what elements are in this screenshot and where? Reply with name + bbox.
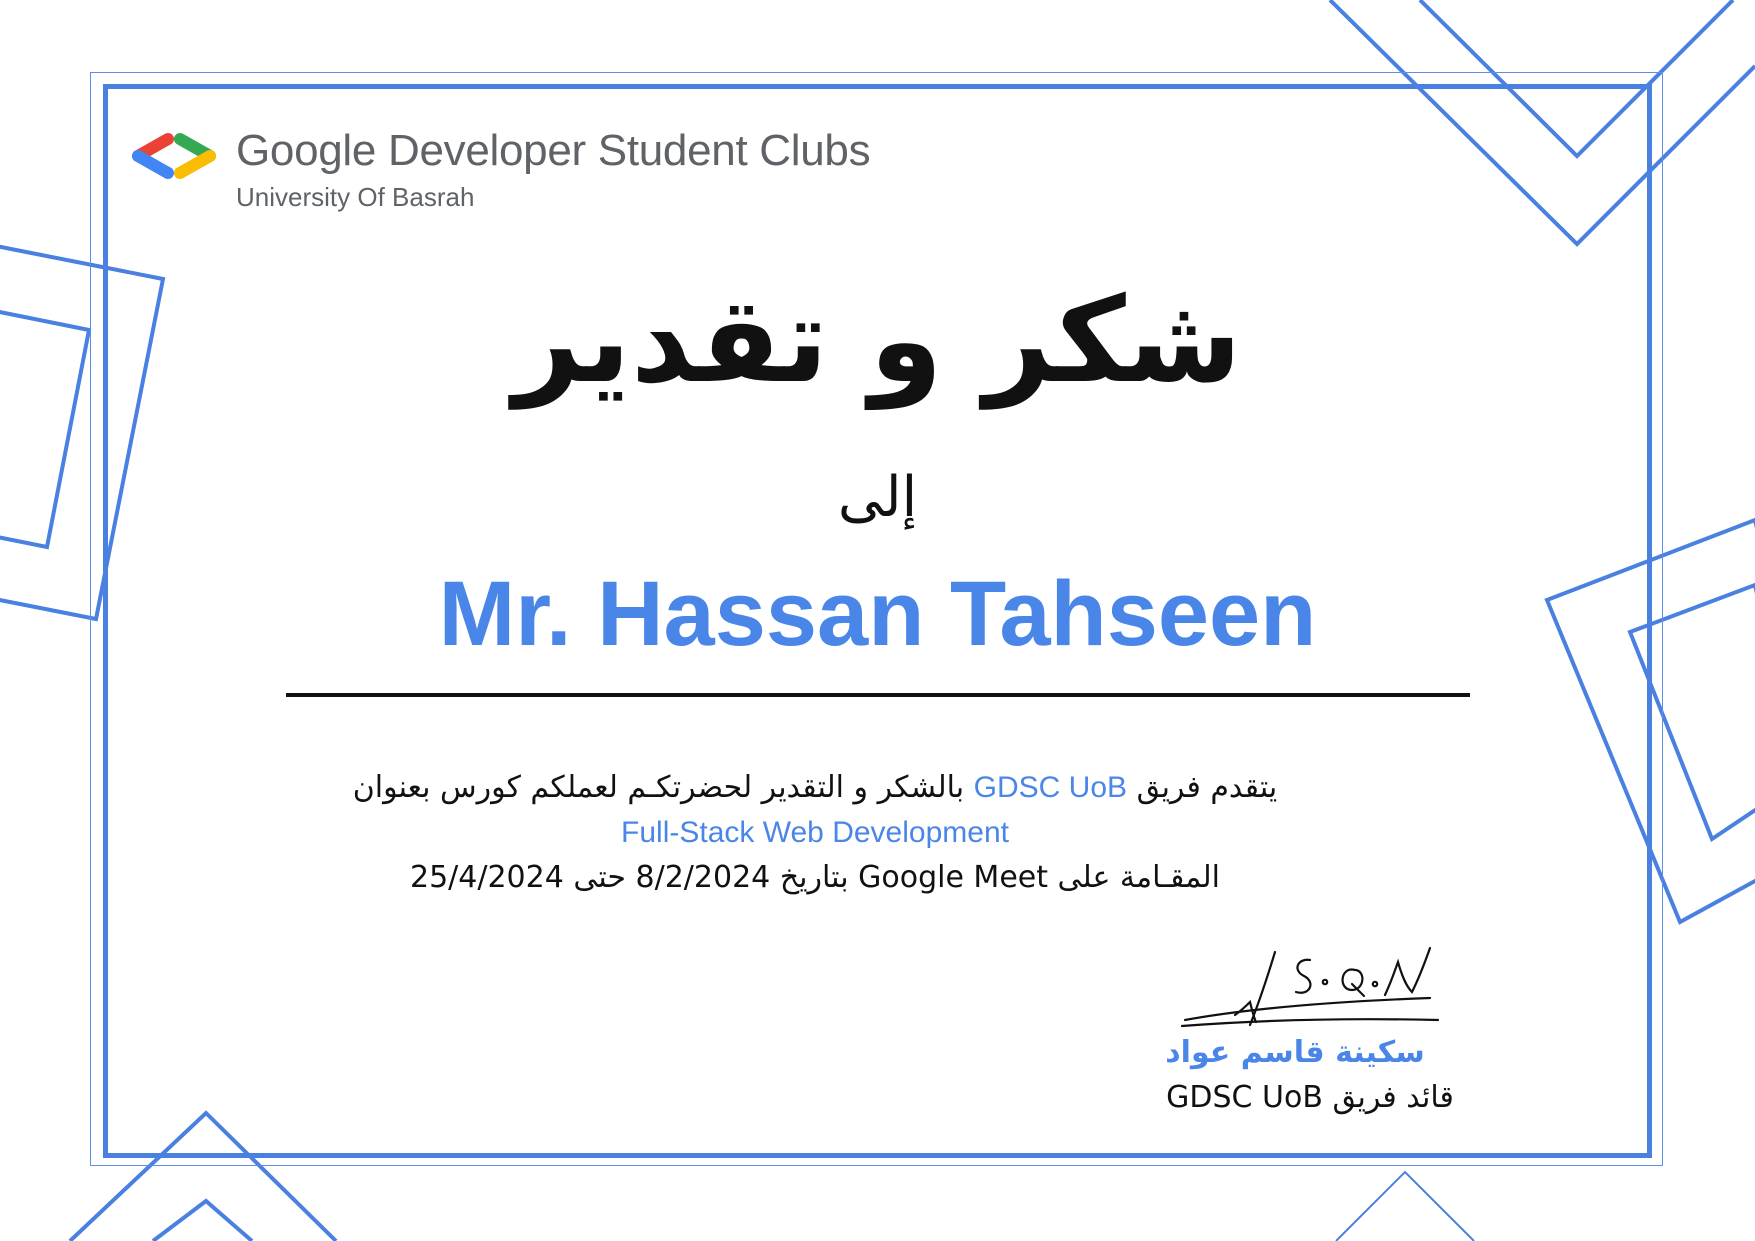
start-date: 8/2/2024 bbox=[635, 860, 771, 895]
platform-name: Google Meet bbox=[858, 860, 1048, 895]
line3-prefix: المقـامة على bbox=[1057, 860, 1220, 895]
gdsc-logo bbox=[128, 126, 908, 220]
bottom-right-chevron bbox=[1336, 1172, 1474, 1241]
to-label: إلى bbox=[837, 465, 918, 530]
certificate-title: شكر و تقدير bbox=[513, 271, 1242, 409]
logo-title: Google Developer Student Clubs bbox=[236, 126, 871, 175]
name-underline bbox=[286, 693, 1470, 697]
line1-suffix: بالشكر و التقدير لحضرتكـم لعملكم كورس بعنوان bbox=[352, 770, 965, 805]
bottom-left-chevron-inner bbox=[153, 1201, 252, 1241]
signature-image bbox=[1180, 940, 1440, 1030]
logo-subtitle: University Of Basrah bbox=[236, 182, 475, 212]
date-label: بتاريخ bbox=[779, 860, 849, 895]
recipient-name: Mr. Hassan Tahseen bbox=[438, 563, 1317, 665]
signatory-role: قائد فريق GDSC UoB bbox=[1166, 1080, 1454, 1115]
gdsc-brackets-icon bbox=[128, 132, 220, 180]
team-name: GDSC UoB bbox=[973, 771, 1128, 804]
signatory-name: سكينة قاسم عواد bbox=[1165, 1035, 1425, 1070]
body-line-1 bbox=[290, 770, 1340, 805]
body-line-3 bbox=[290, 860, 1340, 895]
end-date: 25/4/2024 bbox=[409, 860, 564, 895]
course-title: Full-Stack Web Development bbox=[621, 816, 1009, 849]
line1-prefix: يتقدم فريق bbox=[1136, 770, 1278, 805]
until-label: حتى bbox=[573, 860, 626, 895]
